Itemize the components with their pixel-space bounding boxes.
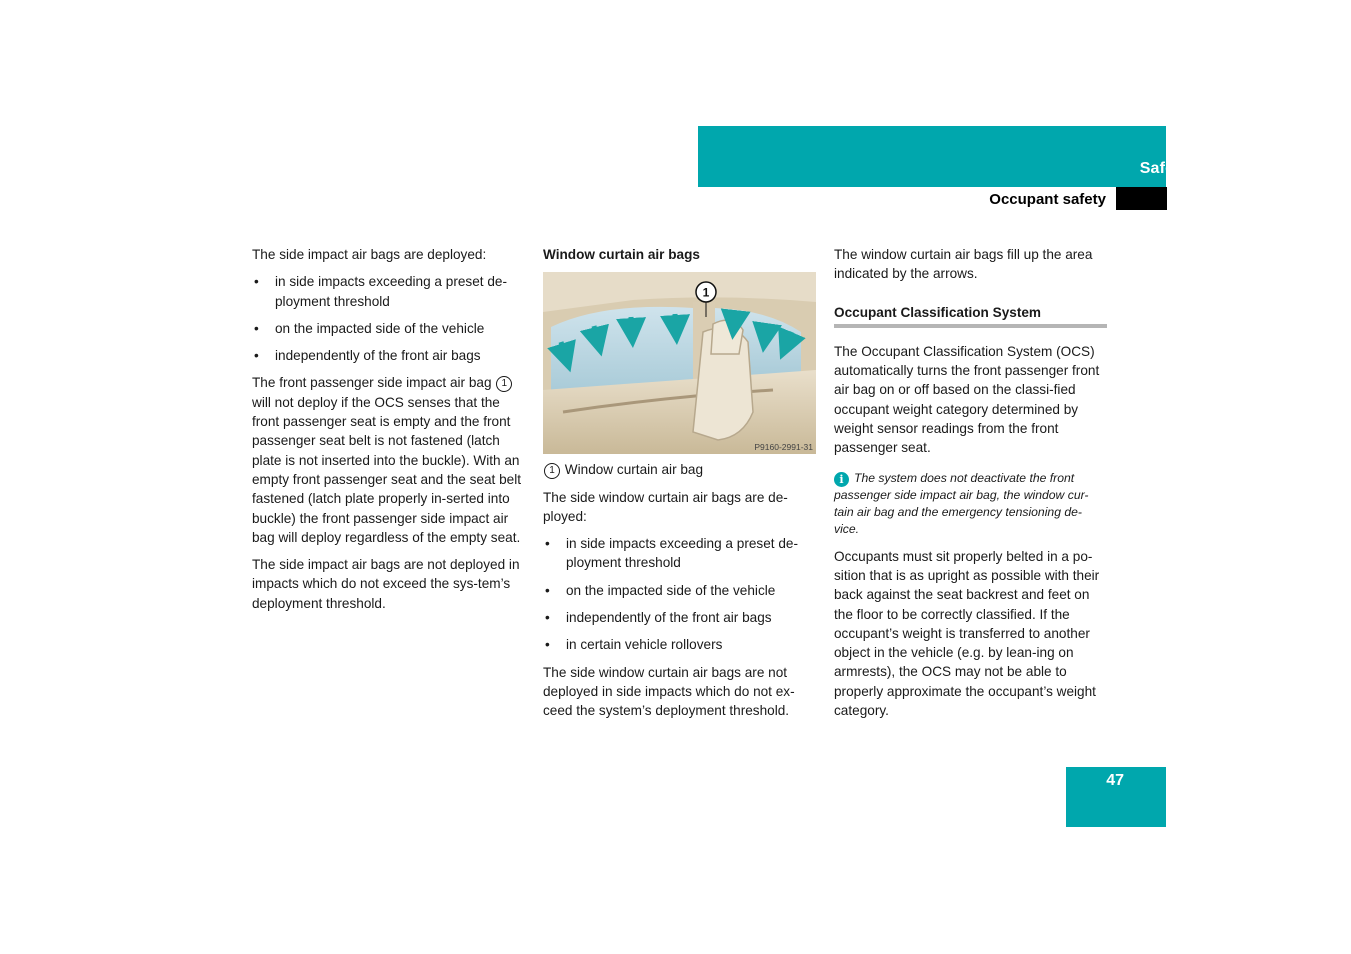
column-3 — [834, 245, 1107, 728]
window-curtain-heading: Window curtain air bags — [543, 247, 700, 262]
column-1 — [252, 245, 524, 621]
section-title: Safety and Security — [1139, 160, 1292, 177]
paragraph-text: will not deploy if the OCS senses that the front passenger seat is empty and the front passenger seat belt is not fastened (latch plate is not inserted into the buckle). With an empty front passenger seat and the seat belt fastened (latch plate properly in-serted into buckle) the front passenger side impact air bag will deploy regardless of the empty seat. — [252, 394, 522, 545]
list-item: • in side impacts exceeding a preset de-ployment threshold — [252, 272, 524, 311]
curtain-airbag-intro: The side window curtain air bags are de-ployed: — [543, 489, 788, 524]
column-2 — [543, 245, 816, 729]
paragraph-text: The front passenger side impact air bag — [252, 375, 492, 391]
car-interior-illustration — [543, 272, 816, 454]
side-airbag-intro: The side impact air bags are deployed: — [252, 247, 487, 262]
list-item: • on the impacted side of the vehicle — [543, 581, 816, 600]
section-tab-marker — [1116, 187, 1167, 210]
figure-code: P9160-2991-31 — [754, 442, 813, 453]
occupant-posture-paragraph: Occupants must sit properly belted in a po-sition that is as upright as possible with their back against the seat backrest and feet on the floor to be correctly classified. If the occupant’s weight is transferred to another object in the vehicle (e.g. by lean-ing on armrests), the OCS may not be able to properly approximate the occupant’s weight category. — [834, 548, 1100, 719]
headrest — [711, 320, 743, 354]
curtain-not-deployed-paragraph: The side window curtain air bags are not deployed in side impacts which do not ex-ceed the system’s deployment threshold. — [543, 664, 795, 719]
window-curtain-airbag-illustration — [543, 272, 816, 454]
caption-text: Window curtain air bag — [564, 462, 704, 478]
rear-window — [551, 307, 693, 392]
info-icon: i — [834, 472, 849, 487]
note-text: The system does not deactivate the front passenger side impact air bag, the window cur-tain air bag and the emergency tensioning de-vice. — [834, 470, 1089, 536]
callout-marker: 1 — [496, 376, 512, 392]
side-airbag-deploy-list — [252, 272, 524, 365]
figure-caption — [543, 460, 816, 479]
curtain-fill-paragraph: The window curtain air bags fill up the area indicated by the arrows. — [834, 247, 1093, 282]
ocs-heading: Occupant Classification System — [834, 303, 1107, 328]
page-number: 47 — [1106, 772, 1124, 789]
callout-number: 1 — [702, 285, 710, 300]
info-note — [834, 470, 1107, 538]
callout-marker: 1 — [544, 463, 560, 479]
not-deployed-paragraph: The side impact air bags are not deployed in impacts which do not exceed the sys-tem’s deployment threshold. — [252, 557, 520, 611]
curtain-airbag-deploy-list — [543, 534, 816, 654]
list-item: • in side impacts exceeding a preset de-ployment threshold — [543, 534, 816, 573]
list-item: • independently of the front air bags — [252, 346, 524, 365]
ocs-side-airbag-paragraph — [252, 373, 524, 547]
list-item: • on the impacted side of the vehicle — [252, 319, 524, 338]
ocs-description: The Occupant Classification System (OCS) automatically turns the front passenger front air bag on or off based on the classi-fied occupant weight category determined by weight sensor readings from the front passenger seat. — [834, 343, 1100, 456]
list-item: • in certain vehicle rollovers — [543, 635, 816, 654]
subsection-title: Occupant safety — [989, 191, 1106, 208]
list-item: • independently of the front air bags — [543, 608, 816, 627]
